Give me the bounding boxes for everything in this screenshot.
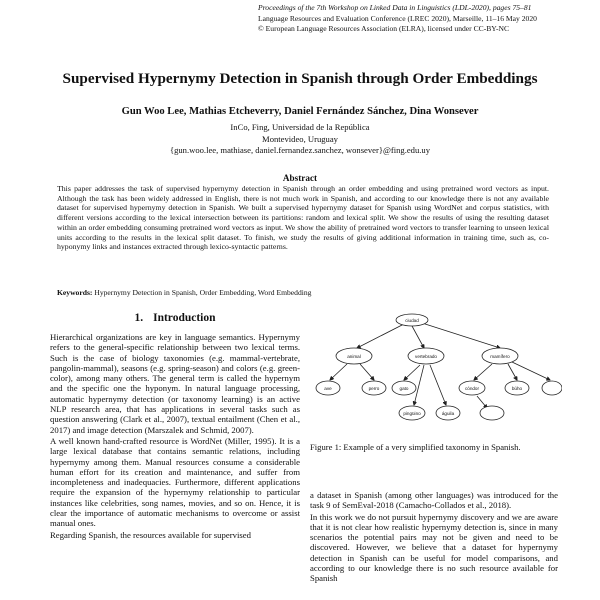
author-list: Gun Woo Lee, Mathias Etcheverry, Daniel Fernández Sánchez, Dina Wonsever	[121, 106, 479, 117]
abstract-heading: Abstract	[282, 173, 318, 183]
section-number: 1.	[134, 312, 144, 324]
intro-paragraph: Regarding Spanish, the resources available for supervised	[50, 529, 251, 540]
node-label: águila	[441, 411, 455, 416]
node-extra	[542, 381, 562, 395]
emails: {gun.woo.lee, mathiase, daniel.fernandez.sanchez, wonsever}@fing.edu.uy	[169, 145, 431, 155]
section-title: Introduction	[153, 312, 216, 324]
node-label: gato	[399, 386, 409, 391]
edge	[360, 364, 374, 380]
node-label: mamífero	[490, 354, 510, 359]
edge	[330, 364, 347, 380]
edge	[477, 396, 487, 408]
intro-column-right	[310, 490, 558, 585]
edge	[404, 365, 420, 380]
edge	[414, 365, 424, 405]
edge	[512, 362, 550, 380]
affiliation-block	[0, 122, 600, 157]
edge	[508, 364, 517, 380]
location: Montevideo, Uruguay	[262, 133, 338, 144]
node-label: perro	[368, 386, 380, 391]
edge	[357, 324, 404, 348]
node-label: ciudad	[405, 318, 419, 323]
intro-paragraph: Hierarchical organizations are key in language semantics. Hypernymy refers to the general-specific relationship between two lexical terms. Such is the case of biology taxonomies (e.g. mammal-vertebrate, pangolin-mammal), seasons (e.g. spring-season) and colors (e.g. green-color), among many others. The general term is called the hypernym and the specific one the hyponym. In natural language processing, automatic hypernymy detection (or taxonomy learning) is an active NLP research area, that has applications in several tasks such as question answering (Clark et al., 2007), textual entailment (Chen et al., 2017) and image detection (Marszalek and Schmid, 2007).	[50, 332, 300, 435]
paper-title: Supervised Hypernymy Detection in Spanish through Order Embeddings	[62, 70, 538, 87]
edge	[474, 364, 492, 380]
node-label: ave	[324, 386, 332, 391]
proceedings-line: Proceedings of the 7th Workshop on Linked Data in Linguistics (LDL-2020), pages 75–81	[258, 3, 532, 12]
node-label: pingüino	[403, 411, 421, 416]
node-label: cóndor	[464, 386, 480, 391]
figure-caption: Figure 1: Example of a very simplified taxonomy in Spanish.	[310, 442, 521, 452]
intro-column-left	[50, 332, 300, 541]
edge	[412, 326, 424, 348]
edge	[422, 323, 500, 348]
section-heading	[50, 312, 300, 324]
taxonomy-tree	[312, 312, 562, 442]
license-line: © European Language Resources Association (ELRA), licensed under CC-BY-NC	[258, 24, 510, 33]
institution: InCo, Fing, Universidad de la República	[230, 122, 370, 132]
keywords	[57, 288, 557, 297]
abstract-text: This paper addresses the task of supervised hypernymy detection in Spanish through an order embedding and using pretrained word vectors as input. Although the task has been widely addressed in English, there is not much work in Spanish, and according to our knowledge there is not any available dataset for supervised hypernymy detection in Spanish. We built a supervised hypernymy dataset for Spanish using WordNet and corpus statistics, with different versions according to the lexical intersection between its partitions: random and lexical split. We show the results of using the resulting dataset within an order embedding consuming pretrained word vectors as input. We show the ability of pretrained word vectors to transfer learning to unseen lexical units according to the results in the lexical split dataset. To finish, we study the results of giving additional information in training time, such as, co-hyponymy links and instances extracted through lexico-syntactic patterns.	[57, 184, 549, 252]
keywords-label: Keywords:	[57, 288, 93, 297]
body-paragraph: In this work we do not pursuit hypernymy discovery and we are aware that it is not clear how realistic hypernymy detection is, since in many scenarios the potential pairs may not be given and need to be discovered. However, we believe that a dataset for hypernymy detection in Spanish can be useful for model comparisons, and according to our knowledge there is no such resource available for Spanish	[310, 511, 558, 584]
node-label: búho	[511, 386, 523, 391]
body-paragraph: a dataset in Spanish (among other languages) was introduced for the task 9 of SemEval-2018 (Camacho-Collados et al., 2018).	[310, 490, 558, 511]
node-leaf	[480, 406, 504, 420]
intro-paragraph: A well known hand-crafted resource is WordNet (Miller, 1995). It is a large lexical database that contains semantic relations, including hypernymy among them. Manual resources consume a considerable human effort for its creation and maintenance, and suffer from incompleteness and inadequacies. Furthermore, different applications require the expansion of the hypernymy relationship to particular instances like celebrities, song names, movies, and so on. Hence, it is clear the importance of automatic mechanisms to overcome or assist manual ones.	[50, 435, 300, 529]
conference-line: Language Resources and Evaluation Conference (LREC 2020), Marseille, 11–16 May 2020	[258, 13, 537, 23]
node-label: vertebrado	[415, 354, 437, 359]
node-label: animal	[347, 354, 361, 359]
keywords-text: Hypernymy Detection in Spanish, Order Embedding, Word Embedding	[94, 288, 312, 297]
edge	[430, 365, 446, 405]
proceedings-header	[258, 3, 588, 35]
